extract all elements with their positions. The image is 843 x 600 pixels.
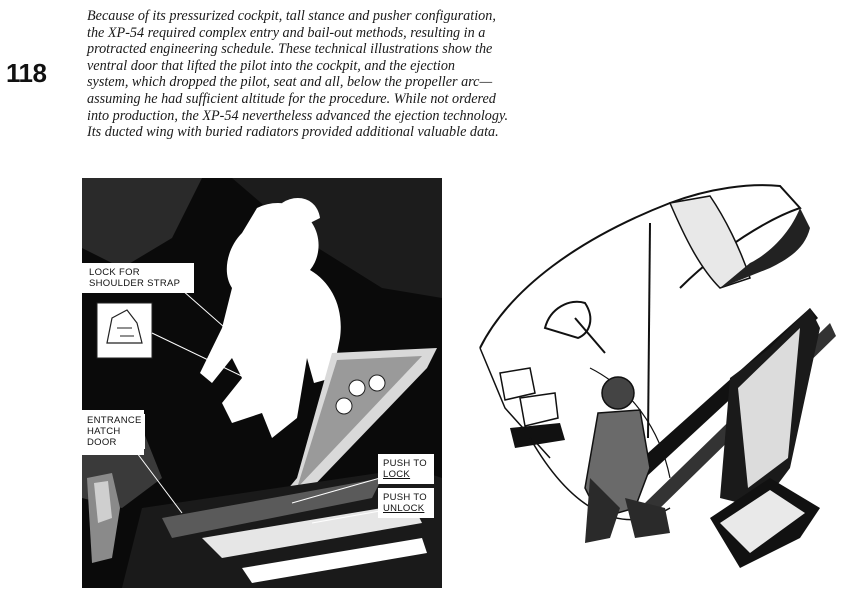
entrance-hatch-illustration [82,178,442,588]
caption-line: into production, the XP-54 nevertheless advanced the ejection technology. [87,107,509,124]
label-push-to-unlock: PUSH TO UNLOCK [380,491,430,515]
caption-line: ventral door that lifted the pilot into the cockpit, and the ejection [87,57,456,74]
entrance-hatch-photo [82,178,442,588]
page-number: 118 [6,58,47,88]
ejection-system-illustration [470,178,843,588]
caption-line: assuming he had sufficient altitude for the procedure. While not ordered [87,90,496,107]
caption-line: Because of its pressurized cockpit, tall stance and pusher configuration, [87,8,496,24]
caption-line: protracted engineering schedule. These technical illustrations show the [87,41,493,58]
label-entrance-hatch-door: ENTRANCE HATCH DOOR [84,414,145,449]
figure-caption [87,8,577,141]
ejection-system-drawing [470,178,843,588]
label-lock-for-shoulder-strap: LOCK FOR SHOULDER STRAP [86,266,183,290]
label-push-to-lock: PUSH TO LOCK [380,457,430,481]
caption-line: system, which dropped the pilot, seat and all, below the propeller arc— [87,74,493,91]
caption-line: Its ducted wing with buried radiators provided additional valuable data. [87,124,499,141]
caption-line: the XP-54 required complex entry and bail-out methods, resulting in a [87,24,486,41]
